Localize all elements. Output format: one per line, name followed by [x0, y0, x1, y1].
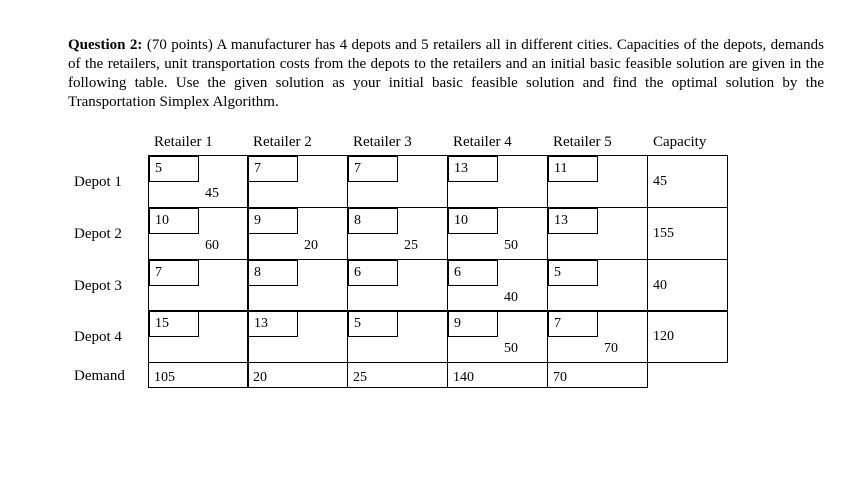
capacity-value: 155	[653, 226, 674, 241]
unit-cost: 7	[254, 161, 261, 176]
header-retailer-3: Retailer 3	[353, 134, 412, 150]
unit-cost-box	[348, 156, 398, 182]
cell-depot3-retailer3	[347, 259, 448, 312]
cell-depot2-retailer1	[148, 207, 249, 260]
unit-cost: 8	[254, 265, 261, 280]
demand-cell-retailer-1	[148, 362, 249, 388]
unit-cost: 5	[155, 161, 162, 176]
unit-cost: 7	[155, 265, 162, 280]
capacity-cell-depot-3	[647, 259, 728, 312]
unit-cost: 13	[254, 316, 268, 331]
unit-cost-box	[248, 311, 298, 337]
unit-cost: 5	[354, 316, 361, 331]
demand-value: 140	[453, 370, 474, 385]
cell-depot3-retailer4	[447, 259, 548, 312]
demand-cell-retailer-4	[447, 362, 548, 388]
question-label: Question 2:	[68, 37, 143, 53]
unit-cost: 13	[454, 161, 468, 176]
unit-cost: 15	[155, 316, 169, 331]
unit-cost-box	[149, 208, 199, 234]
unit-cost-box	[548, 260, 598, 286]
cell-depot2-retailer3	[347, 207, 448, 260]
unit-cost: 9	[254, 213, 261, 228]
row-label-demand: Demand	[74, 368, 125, 384]
capacity-value: 40	[653, 278, 667, 293]
row-label-depot-2: Depot 2	[74, 226, 122, 242]
unit-cost: 6	[354, 265, 361, 280]
header-retailer-5: Retailer 5	[553, 134, 612, 150]
unit-cost-box	[448, 311, 498, 337]
cell-depot2-retailer4	[447, 207, 548, 260]
header-retailer-2: Retailer 2	[253, 134, 312, 150]
row-label-depot-3: Depot 3	[74, 278, 122, 294]
allocation-value: 25	[404, 238, 418, 253]
cell-depot4-retailer2	[247, 310, 348, 363]
capacity-cell-depot-1	[647, 155, 728, 208]
unit-cost-box	[348, 311, 398, 337]
unit-cost: 9	[454, 316, 461, 331]
allocation-value: 40	[504, 290, 518, 305]
cell-depot4-retailer4	[447, 310, 548, 363]
demand-value: 105	[154, 370, 175, 385]
header-retailer-4: Retailer 4	[453, 134, 512, 150]
cell-depot3-retailer1	[148, 259, 249, 312]
unit-cost: 11	[554, 161, 568, 176]
unit-cost-box	[248, 208, 298, 234]
capacity-value: 120	[653, 329, 674, 344]
allocation-value: 50	[504, 341, 518, 356]
demand-value: 20	[253, 370, 267, 385]
allocation-value: 70	[604, 341, 618, 356]
unit-cost: 7	[554, 316, 561, 331]
row-label-depot-1: Depot 1	[74, 174, 122, 190]
unit-cost-box	[448, 156, 498, 182]
demand-value: 25	[353, 370, 367, 385]
allocation-value: 60	[205, 238, 219, 253]
unit-cost: 6	[454, 265, 461, 280]
demand-value: 70	[553, 370, 567, 385]
allocation-value: 45	[205, 186, 219, 201]
header-retailer-1: Retailer 1	[154, 134, 213, 150]
cell-depot4-retailer1	[148, 310, 249, 363]
unit-cost: 8	[354, 213, 361, 228]
cell-depot2-retailer2	[247, 207, 348, 260]
capacity-cell-depot-4	[647, 310, 728, 363]
unit-cost: 10	[155, 213, 169, 228]
cell-depot1-retailer2	[247, 155, 348, 208]
unit-cost-box	[149, 260, 199, 286]
unit-cost-box	[548, 311, 598, 337]
cell-depot1-retailer1	[148, 155, 249, 208]
cell-depot4-retailer5	[547, 310, 648, 363]
unit-cost-box	[348, 260, 398, 286]
cell-depot1-retailer5	[547, 155, 648, 208]
cell-depot3-retailer2	[247, 259, 348, 312]
unit-cost-box	[248, 260, 298, 286]
unit-cost-box	[548, 208, 598, 234]
capacity-value: 45	[653, 174, 667, 189]
cell-depot4-retailer3	[347, 310, 448, 363]
unit-cost-box	[448, 260, 498, 286]
unit-cost-box	[448, 208, 498, 234]
cell-depot1-retailer4	[447, 155, 548, 208]
unit-cost-box	[149, 156, 199, 182]
cell-depot2-retailer5	[547, 207, 648, 260]
unit-cost-box	[248, 156, 298, 182]
question-body: (70 points) A manufacturer has 4 depots and 5 retailers all in different cities. Capacities of the depots, demands of the retailers, unit transportation costs from the depots to the retailers and an initial basic feasible solution are given in the following table. Use the given solution as your initial basic feasible solution and find the optimal solution by the Transportation Simplex Algorithm.	[68, 37, 824, 110]
row-label-depot-4: Depot 4	[74, 329, 122, 345]
unit-cost-box	[348, 208, 398, 234]
unit-cost-box	[548, 156, 598, 182]
allocation-value: 50	[504, 238, 518, 253]
demand-cell-retailer-3	[347, 362, 448, 388]
cell-depot1-retailer3	[347, 155, 448, 208]
header-capacity: Capacity	[653, 134, 707, 150]
capacity-cell-depot-2	[647, 207, 728, 260]
allocation-value: 20	[304, 238, 318, 253]
unit-cost: 7	[354, 161, 361, 176]
demand-cell-retailer-2	[247, 362, 348, 388]
unit-cost: 5	[554, 265, 561, 280]
unit-cost-box	[149, 311, 199, 337]
unit-cost: 13	[554, 213, 568, 228]
demand-cell-retailer-5	[547, 362, 648, 388]
cell-depot3-retailer5	[547, 259, 648, 312]
unit-cost: 10	[454, 213, 468, 228]
question-text	[68, 36, 824, 112]
